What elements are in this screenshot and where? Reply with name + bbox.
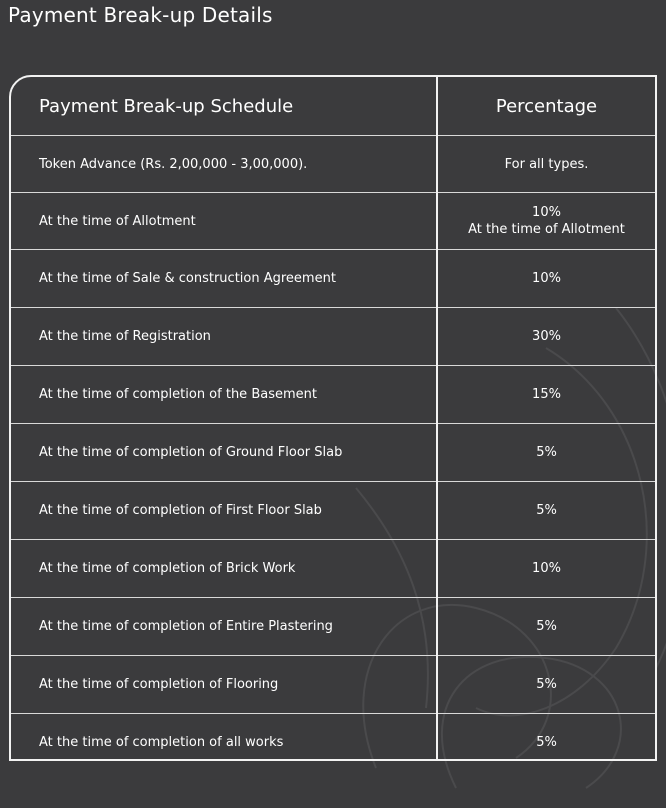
- percentage-cell: For all types.: [437, 136, 655, 193]
- percentage-cell: 5%: [437, 656, 655, 714]
- percentage-cell: 30%: [437, 308, 655, 366]
- table-row: [11, 540, 655, 598]
- table-row: [11, 598, 655, 656]
- table-row: [11, 250, 655, 308]
- table-row: [11, 366, 655, 424]
- stage-cell: At the time of completion of the Basement: [11, 366, 437, 424]
- percentage-note: At the time of Allotment: [468, 222, 625, 237]
- stage-cell: At the time of completion of Entire Plastering: [11, 598, 437, 656]
- stage-cell: At the time of completion of Brick Work: [11, 540, 437, 598]
- stage-cell: At the time of completion of Ground Floor Slab: [11, 424, 437, 482]
- table-row: [11, 193, 655, 250]
- table-row: [11, 482, 655, 540]
- percentage-value: 10%: [532, 205, 561, 220]
- stage-cell: At the time of Allotment: [11, 193, 437, 250]
- page-title: Payment Break-up Details: [8, 3, 273, 27]
- table-row: [11, 308, 655, 366]
- stage-cell: At the time of completion of Flooring: [11, 656, 437, 714]
- percentage-cell: 5%: [536, 735, 557, 750]
- percentage-cell: 10%: [437, 250, 655, 308]
- stage-cell: At the time of Registration: [11, 308, 437, 366]
- stage-cell: At the time of Sale & construction Agreement: [11, 250, 437, 308]
- payment-schedule-table: [9, 75, 657, 761]
- stage-cell: At the time of completion of all works: [11, 714, 437, 762]
- stage-cell: Token Advance (Rs. 2,00,000 - 3,00,000).: [11, 136, 437, 193]
- stage-cell: At the time of completion of First Floor Slab: [11, 482, 437, 540]
- column-header-percentage: Percentage: [437, 77, 655, 136]
- percentage-cell: [437, 193, 655, 250]
- percentage-cell: 15%: [437, 366, 655, 424]
- percentage-cell: 5%: [437, 424, 655, 482]
- table-header-row: [11, 77, 655, 136]
- percentage-cell: 10%: [437, 540, 655, 598]
- table-row: [11, 656, 655, 714]
- column-header-schedule: Payment Break-up Schedule: [11, 77, 437, 136]
- percentage-cell: 5%: [437, 598, 655, 656]
- table-row: [11, 424, 655, 482]
- table-row: [11, 136, 655, 193]
- table-row: [11, 714, 655, 762]
- percentage-cell: 5%: [437, 482, 655, 540]
